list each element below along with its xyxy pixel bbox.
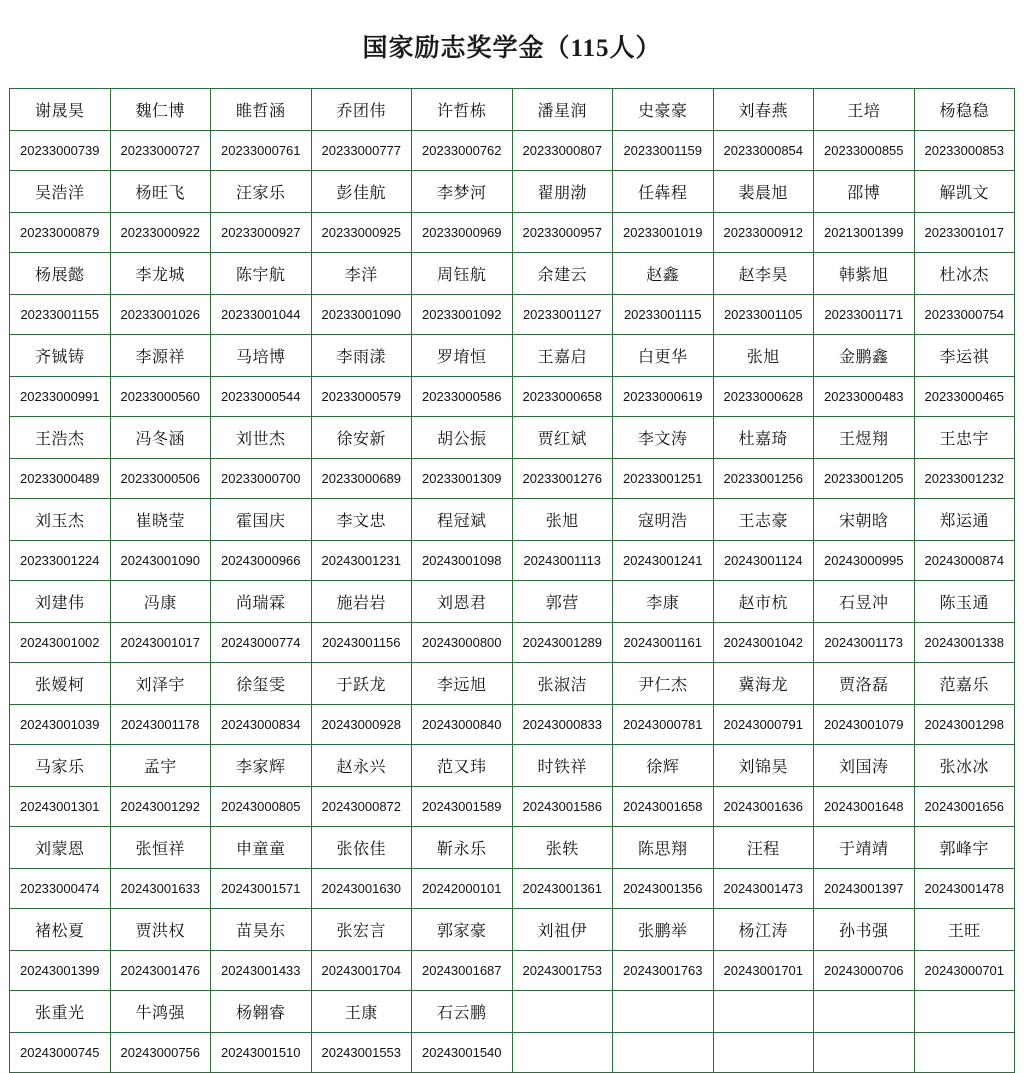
student-id-cell: 20233001171 — [814, 295, 915, 335]
student-name-cell: 徐玺雯 — [211, 663, 312, 705]
student-id-cell: 20243001098 — [412, 541, 513, 581]
student-id-cell: 20243001636 — [713, 787, 814, 827]
student-id-cell: 20213001399 — [814, 213, 915, 253]
student-name-cell: 李洋 — [311, 253, 412, 295]
student-id-cell: 20243001292 — [110, 787, 211, 827]
student-name-cell: 张恒祥 — [110, 827, 211, 869]
student-id-cell: 20233001224 — [10, 541, 111, 581]
student-id-cell: 20243001173 — [814, 623, 915, 663]
student-name-cell: 郭峰宇 — [914, 827, 1015, 869]
student-name-cell: 郭家豪 — [412, 909, 513, 951]
student-id-cell: 20243001231 — [311, 541, 412, 581]
empty-cell — [613, 1033, 714, 1073]
student-id-cell: 20243000995 — [814, 541, 915, 581]
table-row — [10, 787, 1015, 827]
table-row — [10, 499, 1015, 541]
empty-cell — [914, 991, 1015, 1033]
student-id-cell: 20233000483 — [814, 377, 915, 417]
student-name-cell: 张淑洁 — [512, 663, 613, 705]
empty-cell — [713, 991, 814, 1033]
student-name-cell: 赵永兴 — [311, 745, 412, 787]
table-row — [10, 541, 1015, 581]
student-id-cell: 20243001113 — [512, 541, 613, 581]
student-id-cell: 20243000872 — [311, 787, 412, 827]
student-name-cell: 罗堉恒 — [412, 335, 513, 377]
student-id-cell: 20233001251 — [613, 459, 714, 499]
student-name-cell: 王旺 — [914, 909, 1015, 951]
student-name-cell: 孙书强 — [814, 909, 915, 951]
scholarship-roster-table — [9, 88, 1015, 1073]
student-id-cell: 20233000912 — [713, 213, 814, 253]
student-name-cell: 冀海龙 — [713, 663, 814, 705]
student-name-cell: 石昱冲 — [814, 581, 915, 623]
student-id-cell: 20243001553 — [311, 1033, 412, 1073]
table-row — [10, 335, 1015, 377]
empty-cell — [613, 991, 714, 1033]
student-name-cell: 张轶 — [512, 827, 613, 869]
student-name-cell: 刘泽宇 — [110, 663, 211, 705]
student-name-cell: 睢哲涵 — [211, 89, 312, 131]
student-name-cell: 白更华 — [613, 335, 714, 377]
student-id-cell: 20233001105 — [713, 295, 814, 335]
empty-cell — [814, 991, 915, 1033]
table-row — [10, 705, 1015, 745]
student-id-cell: 20233000855 — [814, 131, 915, 171]
student-name-cell: 李康 — [613, 581, 714, 623]
student-id-cell: 20233000854 — [713, 131, 814, 171]
empty-cell — [814, 1033, 915, 1073]
student-name-cell: 李文忠 — [311, 499, 412, 541]
empty-cell — [713, 1033, 814, 1073]
student-id-cell: 20243000791 — [713, 705, 814, 745]
student-id-cell: 20233000727 — [110, 131, 211, 171]
student-name-cell: 程冠斌 — [412, 499, 513, 541]
student-name-cell: 于靖靖 — [814, 827, 915, 869]
student-name-cell: 王培 — [814, 89, 915, 131]
student-id-cell: 20233001092 — [412, 295, 513, 335]
student-id-cell: 20233000762 — [412, 131, 513, 171]
student-name-cell: 李文涛 — [613, 417, 714, 459]
student-id-cell: 20233001309 — [412, 459, 513, 499]
student-name-cell: 徐辉 — [613, 745, 714, 787]
student-name-cell: 于跃龙 — [311, 663, 412, 705]
student-id-cell: 20233000489 — [10, 459, 111, 499]
student-name-cell: 尚瑞霖 — [211, 581, 312, 623]
table-row — [10, 459, 1015, 499]
student-id-cell: 20242000101 — [412, 869, 513, 909]
empty-cell — [914, 1033, 1015, 1073]
table-row — [10, 417, 1015, 459]
student-id-cell: 20243001017 — [110, 623, 211, 663]
student-name-cell: 李雨漾 — [311, 335, 412, 377]
student-id-cell: 20243000781 — [613, 705, 714, 745]
student-id-cell: 20243001656 — [914, 787, 1015, 827]
student-name-cell: 史豪豪 — [613, 89, 714, 131]
student-id-cell: 20233000619 — [613, 377, 714, 417]
student-name-cell: 解凯文 — [914, 171, 1015, 213]
student-id-cell: 20233000579 — [311, 377, 412, 417]
student-name-cell: 牛鸿强 — [110, 991, 211, 1033]
student-id-cell: 20243001658 — [613, 787, 714, 827]
student-name-cell: 李运祺 — [914, 335, 1015, 377]
student-name-cell: 杨展懿 — [10, 253, 111, 295]
student-id-cell: 20233001155 — [10, 295, 111, 335]
student-id-cell: 20233000957 — [512, 213, 613, 253]
student-id-cell: 20233000879 — [10, 213, 111, 253]
student-id-cell: 20243000756 — [110, 1033, 211, 1073]
student-id-cell: 20233000465 — [914, 377, 1015, 417]
student-name-cell: 彭佳航 — [311, 171, 412, 213]
student-name-cell: 刘世杰 — [211, 417, 312, 459]
student-id-cell: 20233000927 — [211, 213, 312, 253]
student-name-cell: 陈宇航 — [211, 253, 312, 295]
student-name-cell: 张冰冰 — [914, 745, 1015, 787]
student-id-cell: 20233000544 — [211, 377, 312, 417]
student-name-cell: 李龙城 — [110, 253, 211, 295]
student-name-cell: 汪家乐 — [211, 171, 312, 213]
student-name-cell: 李远旭 — [412, 663, 513, 705]
student-id-cell: 20243000834 — [211, 705, 312, 745]
student-name-cell: 苗昊东 — [211, 909, 312, 951]
student-name-cell: 周钰航 — [412, 253, 513, 295]
student-id-cell: 20243001361 — [512, 869, 613, 909]
student-id-cell: 20233001115 — [613, 295, 714, 335]
student-name-cell: 张旭 — [713, 335, 814, 377]
table-row — [10, 171, 1015, 213]
student-name-cell: 施岩岩 — [311, 581, 412, 623]
student-id-cell: 20233000700 — [211, 459, 312, 499]
student-id-cell: 20233000586 — [412, 377, 513, 417]
student-name-cell: 孟宇 — [110, 745, 211, 787]
student-id-cell: 20243000874 — [914, 541, 1015, 581]
student-name-cell: 靳永乐 — [412, 827, 513, 869]
student-id-cell: 20233000628 — [713, 377, 814, 417]
table-row — [10, 623, 1015, 663]
student-name-cell: 李家辉 — [211, 745, 312, 787]
student-id-cell: 20243000800 — [412, 623, 513, 663]
student-id-cell: 20243001090 — [110, 541, 211, 581]
student-name-cell: 王浩杰 — [10, 417, 111, 459]
student-id-cell: 20233000925 — [311, 213, 412, 253]
student-name-cell: 张依佳 — [311, 827, 412, 869]
table-row — [10, 991, 1015, 1033]
table-row — [10, 131, 1015, 171]
student-name-cell: 刘锦昊 — [713, 745, 814, 787]
student-id-cell: 20233000761 — [211, 131, 312, 171]
student-id-cell: 20243001301 — [10, 787, 111, 827]
empty-cell — [512, 991, 613, 1033]
student-id-cell: 20243001648 — [814, 787, 915, 827]
student-id-cell: 20233001159 — [613, 131, 714, 171]
table-row — [10, 745, 1015, 787]
student-id-cell: 20243001338 — [914, 623, 1015, 663]
student-id-cell: 20233000560 — [110, 377, 211, 417]
student-id-cell: 20243001589 — [412, 787, 513, 827]
student-name-cell: 刘国涛 — [814, 745, 915, 787]
student-id-cell: 20243000928 — [311, 705, 412, 745]
student-name-cell: 郑运通 — [914, 499, 1015, 541]
student-name-cell: 金鹏鑫 — [814, 335, 915, 377]
student-name-cell: 陈思翔 — [613, 827, 714, 869]
table-row — [10, 869, 1015, 909]
student-name-cell: 齐铖铸 — [10, 335, 111, 377]
student-id-cell: 20233000807 — [512, 131, 613, 171]
student-id-cell: 20233000853 — [914, 131, 1015, 171]
student-id-cell: 20243001633 — [110, 869, 211, 909]
student-name-cell: 余建云 — [512, 253, 613, 295]
student-id-cell: 20243001753 — [512, 951, 613, 991]
student-name-cell: 杜冰杰 — [914, 253, 1015, 295]
student-id-cell: 20243000805 — [211, 787, 312, 827]
student-id-cell: 20233001276 — [512, 459, 613, 499]
student-id-cell: 20243001156 — [311, 623, 412, 663]
student-id-cell: 20233001232 — [914, 459, 1015, 499]
student-id-cell: 20243000840 — [412, 705, 513, 745]
student-name-cell: 裴晨旭 — [713, 171, 814, 213]
student-id-cell: 20233000754 — [914, 295, 1015, 335]
student-name-cell: 张旭 — [512, 499, 613, 541]
student-name-cell: 吴浩洋 — [10, 171, 111, 213]
student-name-cell: 乔团伟 — [311, 89, 412, 131]
student-name-cell: 翟朋渤 — [512, 171, 613, 213]
student-id-cell: 20233001256 — [713, 459, 814, 499]
student-name-cell: 张重光 — [10, 991, 111, 1033]
table-row — [10, 827, 1015, 869]
table-row — [10, 951, 1015, 991]
student-id-cell: 20233000689 — [311, 459, 412, 499]
roster-table-container — [0, 88, 1024, 1073]
student-id-cell: 20233000777 — [311, 131, 412, 171]
student-name-cell: 郭营 — [512, 581, 613, 623]
student-name-cell: 马家乐 — [10, 745, 111, 787]
student-id-cell: 20243001701 — [713, 951, 814, 991]
student-name-cell: 冯康 — [110, 581, 211, 623]
student-name-cell: 杨旺飞 — [110, 171, 211, 213]
student-name-cell: 张鹏举 — [613, 909, 714, 951]
table-row — [10, 581, 1015, 623]
student-id-cell: 20243001002 — [10, 623, 111, 663]
student-name-cell: 李梦河 — [412, 171, 513, 213]
student-id-cell: 20233000969 — [412, 213, 513, 253]
student-id-cell: 20243001478 — [914, 869, 1015, 909]
table-row — [10, 253, 1015, 295]
student-name-cell: 韩紫旭 — [814, 253, 915, 295]
student-name-cell: 贾红斌 — [512, 417, 613, 459]
student-name-cell: 贾洛磊 — [814, 663, 915, 705]
student-name-cell: 王康 — [311, 991, 412, 1033]
student-name-cell: 刘蒙恩 — [10, 827, 111, 869]
student-id-cell: 20243000701 — [914, 951, 1015, 991]
student-id-cell: 20233001026 — [110, 295, 211, 335]
student-name-cell: 杨江涛 — [713, 909, 814, 951]
student-id-cell: 20243001510 — [211, 1033, 312, 1073]
student-id-cell: 20233001044 — [211, 295, 312, 335]
student-id-cell: 20243001399 — [10, 951, 111, 991]
student-id-cell: 20243001161 — [613, 623, 714, 663]
student-name-cell: 张嫒柯 — [10, 663, 111, 705]
student-name-cell: 赵市杭 — [713, 581, 814, 623]
student-name-cell: 范嘉乐 — [914, 663, 1015, 705]
student-name-cell: 贾洪权 — [110, 909, 211, 951]
table-row — [10, 1033, 1015, 1073]
student-name-cell: 刘玉杰 — [10, 499, 111, 541]
student-name-cell: 邵博 — [814, 171, 915, 213]
student-name-cell: 陈玉通 — [914, 581, 1015, 623]
student-name-cell: 申童童 — [211, 827, 312, 869]
student-id-cell: 20243001476 — [110, 951, 211, 991]
student-name-cell: 徐安新 — [311, 417, 412, 459]
student-name-cell: 石云鹏 — [412, 991, 513, 1033]
student-id-cell: 20233001205 — [814, 459, 915, 499]
student-id-cell: 20243001630 — [311, 869, 412, 909]
student-id-cell: 20243001397 — [814, 869, 915, 909]
student-id-cell: 20243001586 — [512, 787, 613, 827]
student-id-cell: 20243001124 — [713, 541, 814, 581]
student-id-cell: 20243001241 — [613, 541, 714, 581]
table-row — [10, 377, 1015, 417]
student-name-cell: 张宏言 — [311, 909, 412, 951]
student-name-cell: 刘建伟 — [10, 581, 111, 623]
student-id-cell: 20243001687 — [412, 951, 513, 991]
student-name-cell: 胡公振 — [412, 417, 513, 459]
student-id-cell: 20243000833 — [512, 705, 613, 745]
student-name-cell: 范又玮 — [412, 745, 513, 787]
student-id-cell: 20243001289 — [512, 623, 613, 663]
student-name-cell: 王煜翔 — [814, 417, 915, 459]
table-row — [10, 89, 1015, 131]
student-name-cell: 王志豪 — [713, 499, 814, 541]
student-name-cell: 崔晓莹 — [110, 499, 211, 541]
student-id-cell: 20243001571 — [211, 869, 312, 909]
student-name-cell: 宋朝晗 — [814, 499, 915, 541]
student-id-cell: 20243001356 — [613, 869, 714, 909]
student-name-cell: 潘星润 — [512, 89, 613, 131]
student-name-cell: 王忠宇 — [914, 417, 1015, 459]
student-id-cell: 20243001433 — [211, 951, 312, 991]
student-name-cell: 王嘉启 — [512, 335, 613, 377]
student-name-cell: 刘春燕 — [713, 89, 814, 131]
student-id-cell: 20233000506 — [110, 459, 211, 499]
table-row — [10, 909, 1015, 951]
student-name-cell: 尹仁杰 — [613, 663, 714, 705]
student-id-cell: 20233001127 — [512, 295, 613, 335]
student-id-cell: 20243001042 — [713, 623, 814, 663]
student-id-cell: 20233000991 — [10, 377, 111, 417]
student-id-cell: 20243001704 — [311, 951, 412, 991]
student-name-cell: 魏仁博 — [110, 89, 211, 131]
student-name-cell: 霍国庆 — [211, 499, 312, 541]
student-id-cell: 20243001763 — [613, 951, 714, 991]
student-name-cell: 赵李昊 — [713, 253, 814, 295]
student-name-cell: 冯冬涵 — [110, 417, 211, 459]
student-name-cell: 汪程 — [713, 827, 814, 869]
table-row — [10, 213, 1015, 253]
page-title: 国家励志奖学金（115人） — [362, 35, 662, 62]
student-name-cell: 寇明浩 — [613, 499, 714, 541]
student-name-cell: 刘祖伊 — [512, 909, 613, 951]
student-id-cell: 20233000658 — [512, 377, 613, 417]
student-name-cell: 时铁祥 — [512, 745, 613, 787]
empty-cell — [512, 1033, 613, 1073]
student-id-cell: 20243001298 — [914, 705, 1015, 745]
student-id-cell: 20243000774 — [211, 623, 312, 663]
student-id-cell: 20233001019 — [613, 213, 714, 253]
student-id-cell: 20243001039 — [10, 705, 111, 745]
student-name-cell: 褚松夏 — [10, 909, 111, 951]
student-name-cell: 谢晟昊 — [10, 89, 111, 131]
student-name-cell: 许哲栋 — [412, 89, 513, 131]
student-name-cell: 马培博 — [211, 335, 312, 377]
student-name-cell: 刘恩君 — [412, 581, 513, 623]
student-name-cell: 杨稳稳 — [914, 89, 1015, 131]
table-row — [10, 295, 1015, 335]
student-id-cell: 20243000966 — [211, 541, 312, 581]
student-id-cell: 20233000474 — [10, 869, 111, 909]
student-name-cell: 李源祥 — [110, 335, 211, 377]
student-id-cell: 20243000706 — [814, 951, 915, 991]
student-id-cell: 20233000922 — [110, 213, 211, 253]
student-name-cell: 赵鑫 — [613, 253, 714, 295]
student-id-cell: 20233000739 — [10, 131, 111, 171]
student-id-cell: 20243001178 — [110, 705, 211, 745]
student-id-cell: 20243001473 — [713, 869, 814, 909]
student-name-cell: 任犇程 — [613, 171, 714, 213]
table-row — [10, 663, 1015, 705]
student-name-cell: 杜嘉琦 — [713, 417, 814, 459]
student-name-cell: 杨翱睿 — [211, 991, 312, 1033]
student-id-cell: 20243001079 — [814, 705, 915, 745]
student-id-cell: 20243001540 — [412, 1033, 513, 1073]
student-id-cell: 20233001090 — [311, 295, 412, 335]
student-id-cell: 20243000745 — [10, 1033, 111, 1073]
student-id-cell: 20233001017 — [914, 213, 1015, 253]
